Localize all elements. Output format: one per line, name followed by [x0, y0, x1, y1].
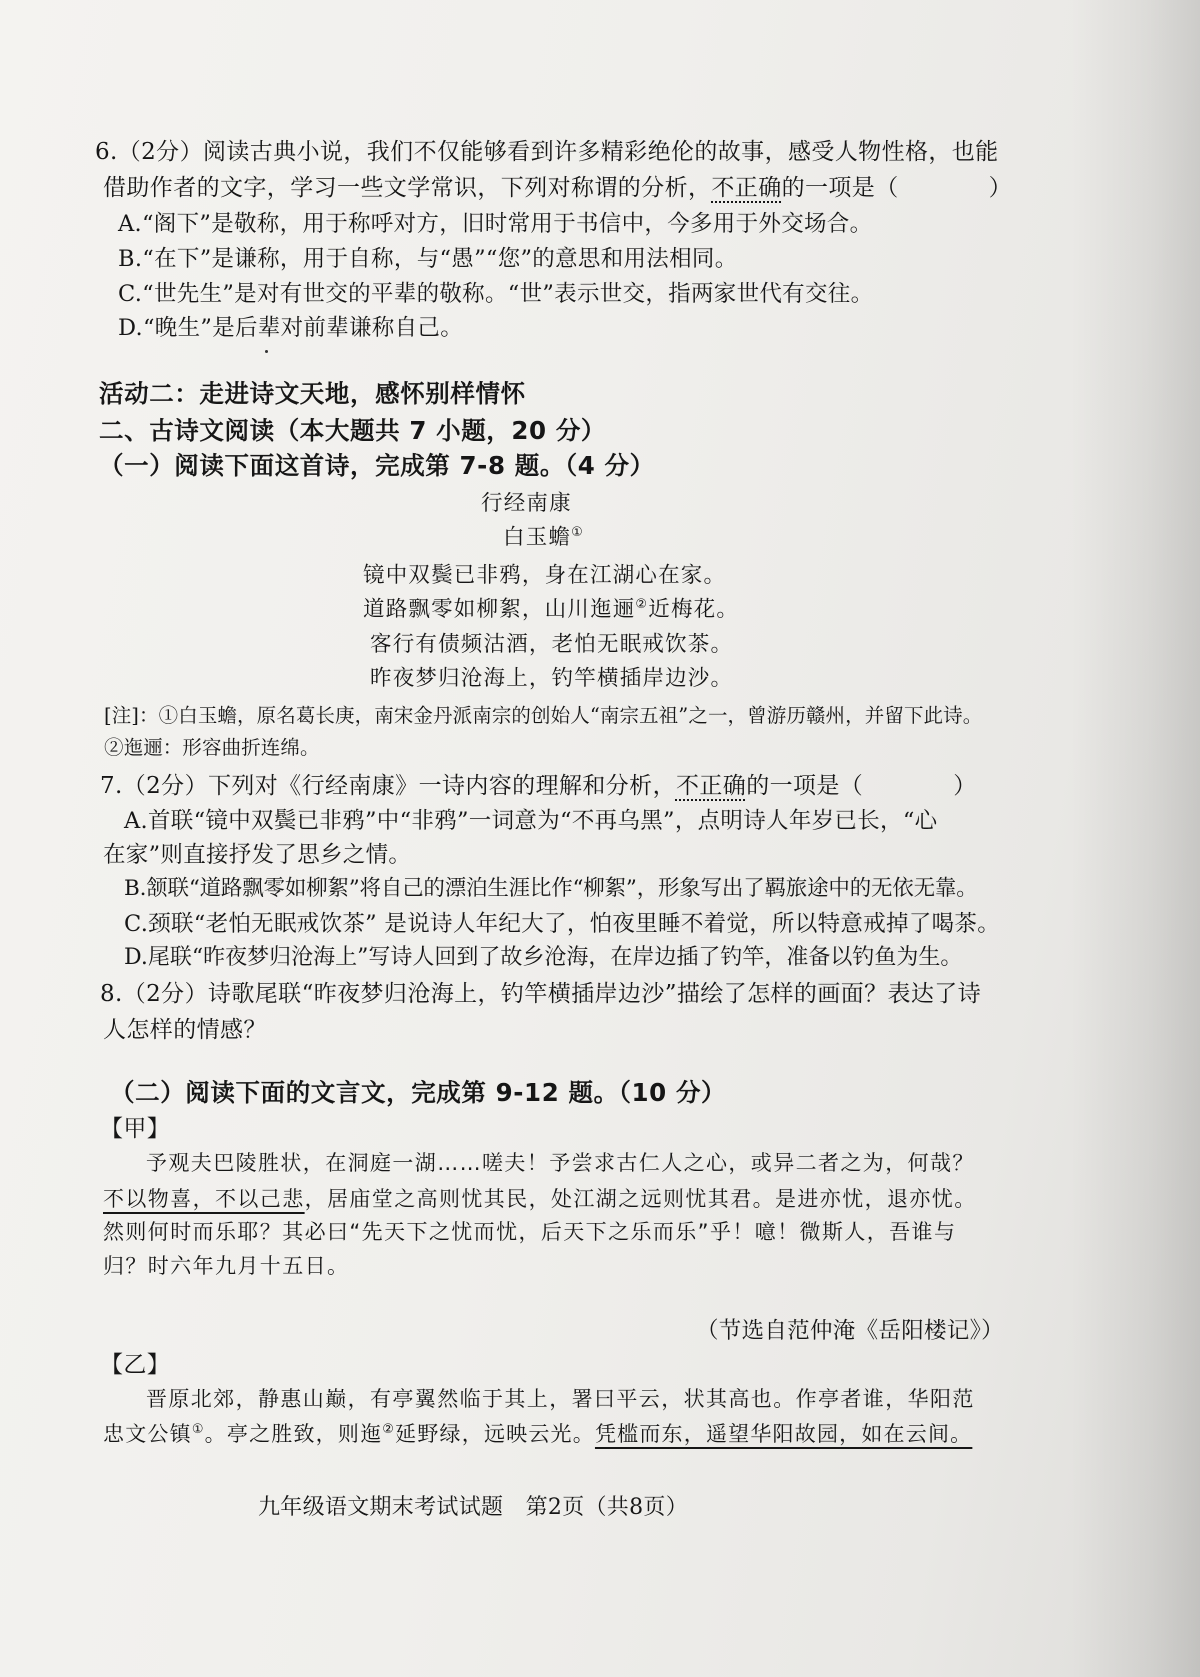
yi-label: 【乙】	[100, 1352, 171, 1378]
jia-label: 【甲】	[100, 1116, 171, 1142]
jia-line-3: 然则何时而乐耶？其必曰“先天下之忧而忧，后天下之乐而乐”乎！噫！微斯人，吾谁与	[103, 1220, 957, 1244]
section2-title: 二、古诗文阅读（本大题共 7 小题，20 分）	[99, 416, 607, 445]
yi-line-2	[103, 1418, 972, 1448]
q6-stem-line1: 6.（2分）阅读古典小说，我们不仅能够看到许多精彩绝伦的故事，感受人物性格，也能	[95, 139, 999, 165]
part1-title: （一）阅读下面这首诗，完成第 7-8 题。（4 分）	[99, 451, 655, 480]
poem-line-4: 昨夜梦归沧海上，钓竿横插岸边沙。	[370, 666, 734, 691]
q8-stem-line2: 人怎样的情感？	[103, 1017, 267, 1043]
q6-option-a: A.“阁下”是敬称，用于称呼对方，旧时常用于书信中，今多用于外交场合。	[118, 211, 873, 237]
print-speck	[265, 350, 268, 353]
poem-title: 行经南康	[481, 491, 572, 516]
poem-author-note-mark: ①	[571, 524, 584, 540]
q7-option-a-line2: 在家”则直接抒发了思乡之情。	[103, 842, 412, 868]
q8-stem-line1: 8.（2分）诗歌尾联“昨夜梦归沧海上，钓竿横插岸边沙”描绘了怎样的画面？表达了诗	[100, 981, 982, 1007]
q7-stem-pre: 7.（2分）下列对《行经南康》一诗内容的理解和分析，	[100, 773, 676, 799]
page-footer: 九年级语文期末考试试题 第2页（共8页）	[258, 1495, 688, 1520]
jia-line-2-rest: ，居庙堂之高则忧其民，处江湖之远则忧其君。是进亦忧，退亦忧。	[304, 1187, 977, 1211]
poem-author-name: 白玉蟾	[503, 525, 572, 550]
q6-option-c: C.“世先生”是对有世交的平辈的敬称。“世”表示世交，指两家世代有交往。	[118, 281, 874, 307]
q7-stem	[100, 767, 977, 800]
q6-stem-line2	[103, 169, 1012, 202]
poem-line-2-tail: 近梅花。	[648, 597, 740, 622]
page-shadow	[1070, 0, 1200, 1677]
poem-line-3: 客行有债频沽酒，老怕无眠戒饮茶。	[370, 632, 734, 657]
poem-line-2-head: 道路飘零如柳絮，山川迤逦	[363, 597, 636, 622]
poem-note-2: ②迤逦：形容曲折连绵。	[104, 736, 320, 759]
poem-author	[503, 520, 584, 551]
q7-option-b: B.颔联“道路飘零如柳絮”将自己的漂泊生涯比作“柳絮”，形象写出了羁旅途中的无依无靠。	[124, 876, 978, 901]
jia-line-4: 归？时六年九月十五日。	[103, 1254, 350, 1278]
q6-emphasis: 不正确	[711, 175, 782, 201]
yi-line-2-b: 。亭之胜致，则迤	[204, 1422, 383, 1446]
q6-option-d: D.“晚生”是后辈对前辈谦称自己。	[118, 315, 463, 341]
yi-note-mark-2: ②	[382, 1422, 396, 1437]
jia-line-2	[103, 1183, 977, 1213]
poem-note-1: [注]：①白玉蟾，原名葛长庚，南宋金丹派南宗的创始人“南宗五祖”之一，曾游历赣州，并留下此诗。	[104, 704, 983, 727]
poem-line-2-note-mark: ②	[635, 596, 649, 612]
yi-underlined-sentence: 凭槛而东，遥望华阳故园，如在云间。	[594, 1422, 973, 1446]
q7-option-c: C.颈联“老怕无眠戒饮茶” 是说诗人年纪大了，怕夜里睡不着觉，所以特意戒掉了喝茶。	[124, 911, 1001, 937]
yi-line-2-c: 延野绿，远映云光。	[395, 1422, 595, 1446]
q6-paren-close: ）	[988, 175, 1013, 201]
poem-line-2	[363, 592, 739, 623]
part2-title: （二）阅读下面的文言文，完成第 9-12 题。（10 分）	[110, 1078, 727, 1107]
q7-stem-post: 的一项是（	[746, 773, 864, 799]
q7-emphasis: 不正确	[675, 773, 747, 799]
jia-source: （节选自范仲淹《岳阳楼记》）	[696, 1318, 1004, 1344]
jia-underlined-sentence: 不以物喜，不以己悲	[103, 1187, 305, 1211]
jia-line-1: 予观夫巴陵胜状，在洞庭一湖……嗟夫！予尝求古仁人之心，或异二者之为，何哉？	[146, 1151, 975, 1175]
q6-option-b: B.“在下”是谦称，用于自称，与“愚”“您”的意思和用法相同。	[118, 246, 738, 272]
yi-line-2-a: 忠文公镇	[103, 1422, 192, 1446]
poem-line-1: 镜中双鬓已非鸦，身在江湖心在家。	[363, 563, 727, 588]
q7-paren-close: ）	[953, 773, 977, 799]
q6-stem-line2-post: 的一项是（	[781, 175, 899, 201]
yi-line-1: 晋原北郊，静惠山巅，有亭翼然临于其上，署曰平云，状其高也。作亭者谁，华阳范	[146, 1387, 975, 1411]
activity-title: 活动二：走进诗文天地，感怀别样情怀	[99, 379, 526, 408]
yi-note-mark-1: ①	[191, 1422, 205, 1437]
q7-option-a-line1: A.首联“镜中双鬓已非鸦”中“非鸦”一词意为“不再乌黑”，点明诗人年岁已长，“心	[124, 808, 938, 834]
q7-option-d: D.尾联“昨夜梦归沧海上”写诗人回到了故乡沧海，在岸边插了钓竿，准备以钓鱼为生。	[124, 945, 963, 970]
q6-stem-line2-pre: 借助作者的文字，学习一些文学常识，下列对称谓的分析，	[103, 175, 712, 201]
